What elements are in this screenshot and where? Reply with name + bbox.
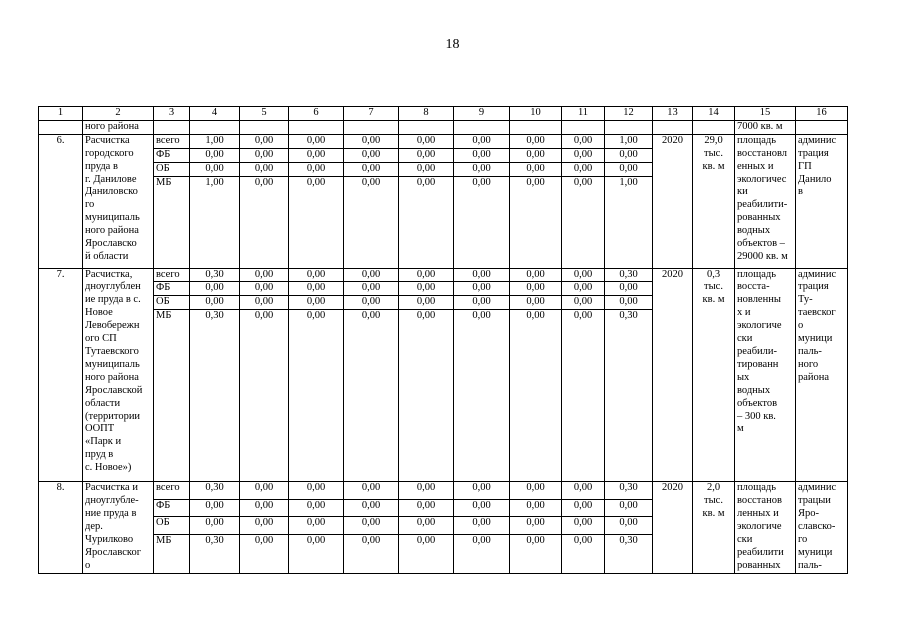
funding-source: ФБ — [154, 499, 190, 516]
funding-value: 0,00 — [240, 534, 289, 573]
header-col-5: 5 — [240, 107, 289, 121]
funding-value: 0,00 — [344, 268, 399, 282]
funding-value: 0,00 — [399, 499, 454, 516]
funding-value: 0,00 — [344, 534, 399, 573]
funding-value: 0,00 — [454, 517, 510, 534]
row-number: 6. — [39, 134, 83, 268]
funding-value: 0,00 — [454, 162, 510, 176]
header-col-1: 1 — [39, 107, 83, 121]
funding-value: 0,00 — [289, 162, 344, 176]
executor: админис трация ГП Данило в — [796, 134, 848, 268]
header-col-16: 16 — [796, 107, 848, 121]
funding-value: 0,00 — [190, 148, 240, 162]
funding-source: всего — [154, 134, 190, 148]
funding-value: 0,00 — [510, 176, 562, 268]
funding-value: 0,00 — [454, 534, 510, 573]
funding-value: 0,00 — [240, 162, 289, 176]
funding-value: 1,00 — [190, 176, 240, 268]
funding-source: всего — [154, 268, 190, 282]
funding-value: 0,00 — [562, 176, 605, 268]
funding-value: 0,00 — [289, 282, 344, 296]
funding-value: 0,00 — [289, 517, 344, 534]
funding-value: 0,00 — [562, 534, 605, 573]
funding-value: 0,00 — [190, 499, 240, 516]
header-row — [39, 107, 848, 121]
funding-value: 0,00 — [399, 310, 454, 482]
funding-value: 0,00 — [562, 310, 605, 482]
table-row — [39, 134, 848, 148]
measure-name: Расчистка и дноуглубле- ние пруда в дер. Чурилково Ярославског о — [83, 482, 154, 573]
funding-value: 0,00 — [454, 176, 510, 268]
funding-value: 0,00 — [510, 148, 562, 162]
funding-value: 0,00 — [344, 482, 399, 499]
header-col-10: 10 — [510, 107, 562, 121]
funding-value: 0,00 — [240, 148, 289, 162]
header-col-6: 6 — [289, 107, 344, 121]
volume: 29,0 тыс. кв. м — [693, 134, 735, 268]
funding-value: 0,00 — [510, 499, 562, 516]
result-indicator: площадь восстанов ленных и экологиче ски реабилити рованных — [735, 482, 796, 573]
table-row — [39, 268, 848, 282]
funding-source: ФБ — [154, 282, 190, 296]
funding-value: 0,00 — [190, 162, 240, 176]
funding-value: 0,00 — [344, 134, 399, 148]
header-col-15: 15 — [735, 107, 796, 121]
funding-value: 0,00 — [289, 499, 344, 516]
funding-value: 0,00 — [289, 148, 344, 162]
funding-value: 0,00 — [190, 517, 240, 534]
header-col-11: 11 — [562, 107, 605, 121]
funding-value: 0,00 — [240, 517, 289, 534]
funding-value: 0,00 — [289, 134, 344, 148]
funding-value: 0,00 — [190, 282, 240, 296]
funding-value: 0,00 — [289, 482, 344, 499]
header-col-13: 13 — [653, 107, 693, 121]
funding-value: 0,00 — [562, 296, 605, 310]
funding-value: 0,00 — [399, 134, 454, 148]
funding-source: МБ — [154, 534, 190, 573]
funding-value: 0,00 — [562, 517, 605, 534]
header-col-3: 3 — [154, 107, 190, 121]
funding-value: 0,00 — [399, 534, 454, 573]
funding-value: 0,30 — [605, 482, 653, 499]
funding-value: 0,00 — [454, 282, 510, 296]
funding-value: 0,00 — [289, 176, 344, 268]
header-col-4: 4 — [190, 107, 240, 121]
funding-value: 0,30 — [605, 534, 653, 573]
funding-source: ФБ — [154, 148, 190, 162]
table-row — [39, 482, 848, 499]
volume: 0,3 тыс. кв. м — [693, 268, 735, 482]
funding-value: 0,00 — [510, 134, 562, 148]
funding-value: 0,00 — [605, 499, 653, 516]
funding-value: 0,00 — [605, 282, 653, 296]
funding-value: 0,00 — [562, 268, 605, 282]
funding-source: ОБ — [154, 162, 190, 176]
funding-value: 0,00 — [562, 162, 605, 176]
funding-value: 0,00 — [399, 517, 454, 534]
header-col-12: 12 — [605, 107, 653, 121]
funding-value: 0,00 — [605, 517, 653, 534]
funding-value: 0,30 — [605, 268, 653, 282]
funding-value: 0,00 — [240, 296, 289, 310]
header-col-14: 14 — [693, 107, 735, 121]
funding-value: 0,00 — [454, 296, 510, 310]
funding-source: МБ — [154, 310, 190, 482]
funding-value: 0,00 — [240, 282, 289, 296]
completion-year: 2020 — [653, 482, 693, 573]
funding-value: 1,00 — [190, 134, 240, 148]
funding-value: 1,00 — [605, 176, 653, 268]
result-indicator: площадь восстановл енных и экологичес ки реабилити- рованных водных объектов – 29000 кв. м — [735, 134, 796, 268]
funding-value: 0,00 — [454, 310, 510, 482]
funding-value: 0,00 — [344, 162, 399, 176]
funding-value: 0,00 — [510, 534, 562, 573]
funding-value: 0,00 — [240, 482, 289, 499]
funding-value: 0,00 — [240, 134, 289, 148]
funding-value: 0,00 — [605, 162, 653, 176]
funding-value: 0,00 — [510, 162, 562, 176]
funding-value: 0,00 — [240, 310, 289, 482]
funding-value: 0,00 — [344, 517, 399, 534]
funding-source: МБ — [154, 176, 190, 268]
row-number: 7. — [39, 268, 83, 482]
funding-value: 0,00 — [399, 148, 454, 162]
funding-value: 0,00 — [289, 296, 344, 310]
funding-value: 0,00 — [399, 176, 454, 268]
funding-value: 0,00 — [240, 268, 289, 282]
continuation-row — [39, 120, 848, 134]
funding-value: 0,00 — [399, 482, 454, 499]
funding-value: 0,00 — [562, 148, 605, 162]
funding-value: 0,00 — [190, 296, 240, 310]
header-col-7: 7 — [344, 107, 399, 121]
funding-value: 0,00 — [510, 296, 562, 310]
funding-source: ОБ — [154, 517, 190, 534]
funding-value: 0,30 — [190, 534, 240, 573]
funding-value: 0,00 — [562, 134, 605, 148]
funding-value: 0,00 — [510, 482, 562, 499]
funding-value: 0,00 — [454, 482, 510, 499]
funding-value: 0,00 — [344, 176, 399, 268]
funding-value: 0,00 — [289, 534, 344, 573]
funding-value: 0,30 — [190, 310, 240, 482]
funding-value: 0,00 — [454, 134, 510, 148]
funding-value: 0,00 — [510, 268, 562, 282]
executor: админис трация Ту- таевског о муници паль- ного района — [796, 268, 848, 482]
completion-year: 2020 — [653, 134, 693, 268]
volume: 2,0 тыс. кв. м — [693, 482, 735, 573]
funding-source: всего — [154, 482, 190, 499]
funding-value: 0,00 — [562, 482, 605, 499]
measure-name: Расчистка городского пруда в г. Данилове Даниловско го муниципаль ного района Ярославско й области — [83, 134, 154, 268]
funding-value: 0,00 — [562, 282, 605, 296]
funding-source: ОБ — [154, 296, 190, 310]
funding-value: 0,30 — [190, 482, 240, 499]
funding-value: 0,00 — [510, 282, 562, 296]
result-indicator: площадь восста- новленны х и экологиче ски реабили- тированн ых водных объектов – 300 кв. м — [735, 268, 796, 482]
funding-value: 0,00 — [454, 148, 510, 162]
page-number: 18 — [445, 37, 460, 52]
header-col-8: 8 — [399, 107, 454, 121]
funding-value: 0,00 — [510, 517, 562, 534]
funding-value: 0,00 — [399, 282, 454, 296]
funding-value: 0,00 — [454, 499, 510, 516]
header-col-2: 2 — [83, 107, 154, 121]
completion-year: 2020 — [653, 268, 693, 482]
funding-value: 0,00 — [240, 499, 289, 516]
funding-value: 0,30 — [605, 310, 653, 482]
funding-value: 0,00 — [510, 310, 562, 482]
header-col-9: 9 — [454, 107, 510, 121]
funding-value: 0,00 — [399, 268, 454, 282]
funding-value: 0,00 — [605, 148, 653, 162]
executor: админис трацыи Яро- славско- го муници паль- — [796, 482, 848, 573]
funding-value: 0,00 — [240, 176, 289, 268]
funding-value: 0,00 — [399, 162, 454, 176]
funding-value: 0,00 — [454, 268, 510, 282]
funding-value: 0,00 — [344, 296, 399, 310]
funding-value: 0,00 — [605, 296, 653, 310]
funding-value: 0,00 — [344, 499, 399, 516]
program-table — [38, 106, 848, 574]
funding-value: 0,00 — [562, 499, 605, 516]
funding-value: 0,00 — [399, 296, 454, 310]
funding-value: 0,30 — [190, 268, 240, 282]
continuation-name: ного района — [83, 120, 154, 134]
funding-value: 0,00 — [344, 310, 399, 482]
row-number: 8. — [39, 482, 83, 573]
measure-name: Расчистка, дноуглублен ие пруда в с. Новое Левобережн ого СП Тутаевского муниципаль ного района Ярославской области (территории ООПТ «Парк и пруд в с. Новое») — [83, 268, 154, 482]
funding-value: 1,00 — [605, 134, 653, 148]
funding-value: 0,00 — [344, 148, 399, 162]
funding-value: 0,00 — [289, 268, 344, 282]
continuation-indicator: 7000 кв. м — [735, 120, 796, 134]
funding-value: 0,00 — [344, 282, 399, 296]
funding-value: 0,00 — [289, 310, 344, 482]
